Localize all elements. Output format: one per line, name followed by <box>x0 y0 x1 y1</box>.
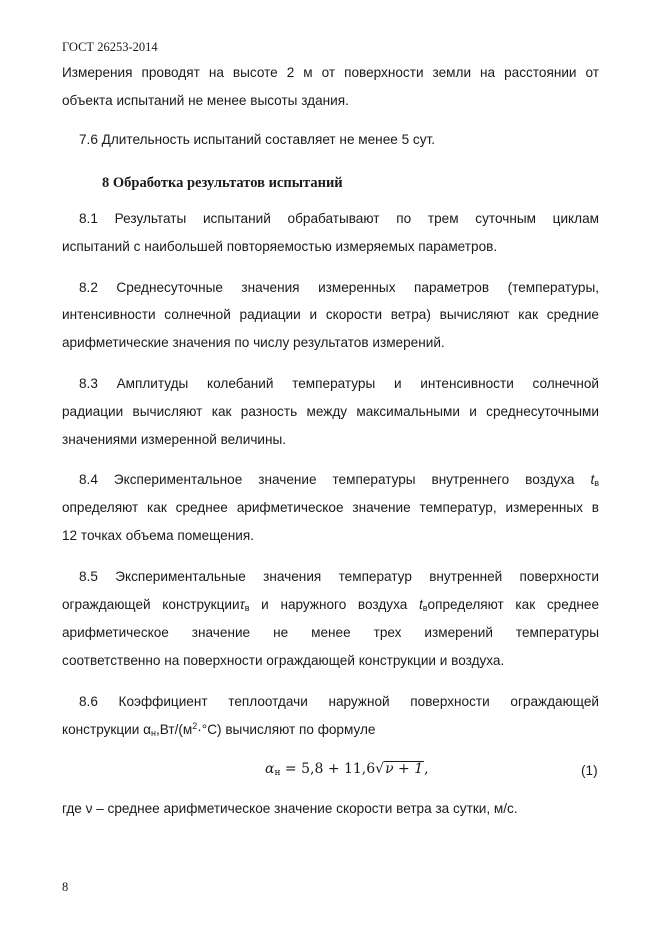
formula-number: (1) <box>581 763 598 778</box>
text-line: значениями измеренной величины. <box>62 432 287 447</box>
text-segment: определяют как среднее <box>427 597 600 612</box>
text-line: 8.1 Результаты испытаний обрабатывают по трем суточным циклам <box>79 211 599 226</box>
page-number: 8 <box>62 880 69 894</box>
symbol-tau <box>240 597 250 612</box>
text-line: арифметические значения по числу результатов измерений. <box>62 335 445 350</box>
subscript: н <box>150 728 156 738</box>
superscript: 2 <box>192 721 198 731</box>
text-line: объекта испытаний не менее высоты здания. <box>62 93 349 108</box>
formula-symbol: α <box>265 761 275 777</box>
radicand <box>384 761 424 777</box>
subscript: в <box>422 603 428 613</box>
text-line: 8.2 Среднесуточные значения измеренных параметров (температуры, <box>79 280 599 295</box>
radical-sign: √ <box>375 761 385 777</box>
text-line <box>62 471 599 489</box>
symbol: τ <box>239 597 245 612</box>
text-line: соответственно на поверхности ограждающей конструкции и воздуха. <box>62 653 505 668</box>
formula <box>265 761 429 777</box>
text-line <box>62 721 599 739</box>
text-line: Измерения проводят на высоте 2 м от поверхности земли на расстоянии от <box>62 65 599 80</box>
text-line: 7.6 Длительность испытаний составляет не менее 5 сут. <box>79 132 436 147</box>
symbol: α <box>143 722 151 737</box>
text-line: арифметическое значение не менее трех измерений температуры <box>62 625 599 640</box>
text-line: 8.3 Амплитуды колебаний температуры и интенсивности солнечной <box>79 376 599 391</box>
text-segment: и наружного воздуха <box>261 597 408 612</box>
symbol: t <box>418 597 423 612</box>
symbol: t <box>590 472 595 487</box>
symbol-t-internal <box>590 472 599 487</box>
text-line: 12 точках объема помещения. <box>62 528 254 543</box>
subscript: в <box>244 603 250 613</box>
text-segment: 8.4 Экспериментальное значение температуры внутреннего воздуха <box>79 472 575 487</box>
text-line: где ν – среднее арифметическое значение скорости ветра за сутки, м/с. <box>62 801 518 816</box>
section-heading: 8 Обработка результатов испытаний <box>102 175 343 191</box>
text-line: 8.6 Коэффициент теплоотдачи наружной поверхности ограждающей <box>79 694 599 709</box>
text-line: радиации вычисляют как разность между максимальными и среднесуточными <box>62 404 599 419</box>
text-line: испытаний с наибольшей повторяемостью измеряемых параметров. <box>62 239 498 254</box>
radicand-text: ν + 1 <box>385 761 424 777</box>
text-segment: ,Вт/(м <box>155 722 193 737</box>
subscript: в <box>594 478 599 488</box>
formula-subscript: н <box>274 768 281 778</box>
symbol-t-external <box>419 597 428 612</box>
symbol-alpha <box>143 722 156 737</box>
text-line: интенсивности солнечной радиации и скорости ветра) вычисляют как средние <box>62 307 599 322</box>
text-line: определяют как среднее арифметическое значение температур, измеренных в <box>62 500 599 515</box>
document-header: ГОСТ 26253-2014 <box>62 40 158 54</box>
formula-rhs: = 5,8 + 11,6 <box>280 761 376 777</box>
text-line <box>62 596 599 614</box>
text-line: 8.5 Экспериментальные значения температур внутренней поверхности <box>79 569 599 584</box>
text-segment: ограждающей конструкции <box>62 597 240 612</box>
formula-suffix: , <box>424 761 429 777</box>
text-segment: ·°С) вычисляют по формуле <box>197 722 376 737</box>
text-segment: конструкции <box>62 722 140 737</box>
